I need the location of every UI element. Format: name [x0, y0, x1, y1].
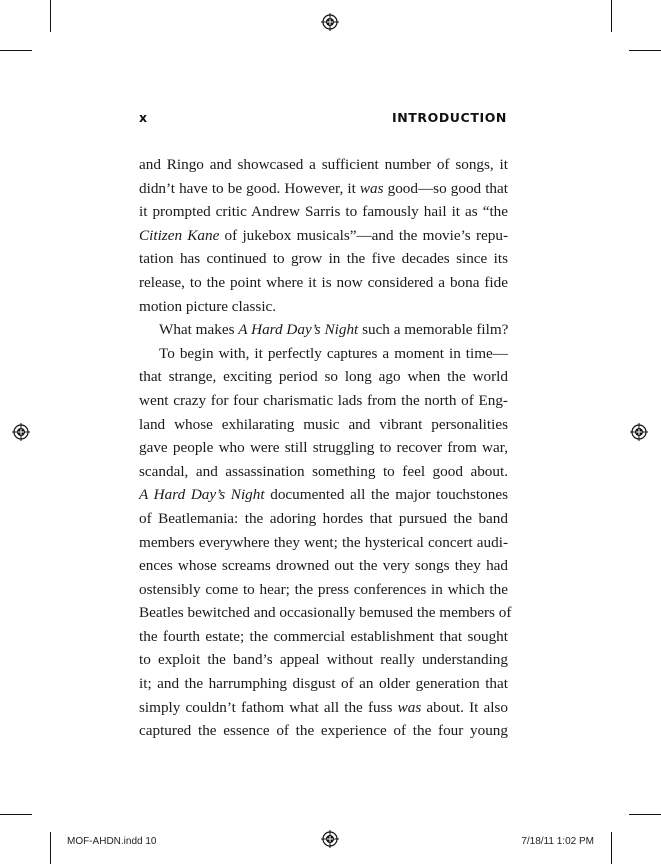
text-line: motion picture classic.	[139, 297, 277, 315]
running-header	[139, 110, 507, 126]
text-line: ostensibly come to hear; the press conferences in which the	[139, 580, 508, 598]
text-line: Citizen Kane of jukebox musicals”—and the movie’s repu-	[139, 226, 508, 244]
text-line: and Ringo and showcased a sufficient number of songs, it	[139, 156, 508, 173]
text-line: that strange, exciting period so long ago when the world	[139, 368, 508, 386]
text-line: didn’t have to be good. However, it was good—so good that	[139, 179, 508, 197]
slug-file-name: MOF-AHDN.indd 10	[67, 836, 157, 847]
crop-mark	[50, 0, 51, 32]
text-line: captured the essence of the experience of the four young	[139, 722, 508, 740]
text-line: gave people who were still struggling to recover from war,	[139, 439, 508, 457]
text-line: land whose exhilarating music and vibrant personalities	[139, 415, 508, 433]
running-title: INTRODUCTION	[391, 110, 507, 125]
text-line: it; and the harrumphing disgust of an older generation that	[139, 675, 508, 693]
text-line: to exploit the band’s appeal without really understanding	[139, 651, 508, 669]
text-line: members everywhere they went; the hysterical concert audi-	[139, 533, 508, 551]
crop-mark	[611, 832, 612, 864]
crop-mark	[629, 814, 661, 815]
registration-mark-icon	[630, 423, 648, 441]
text-line: went crazy for four charismatic lads from the north of Eng-	[139, 391, 508, 409]
text-line: release, to the point where it is now considered a bona fide	[139, 273, 508, 291]
text-line: simply couldn’t fathom what all the fuss was about. It also	[139, 698, 509, 716]
text-line: Beatles bewitched and occasionally bemused the members of	[139, 604, 512, 622]
registration-mark-icon	[321, 13, 339, 31]
crop-mark	[0, 50, 32, 51]
text-line: scandal, and assassination something to feel good about.	[139, 462, 508, 480]
body-text	[139, 153, 512, 743]
crop-mark	[611, 0, 612, 32]
registration-mark-icon	[12, 423, 30, 441]
crop-mark	[0, 814, 32, 815]
text-line: A Hard Day’s Night documented all the major touchstones	[139, 486, 508, 504]
text-line: the fourth estate; the commercial establishment that sought	[139, 627, 508, 645]
text-line: it prompted critic Andrew Sarris to famously hail it as “the	[139, 203, 508, 221]
text-line: of Beatlemania: the adoring hordes that pursued the band	[139, 509, 508, 527]
text-line: ences whose screams drowned out the very songs they had	[139, 557, 508, 575]
crop-mark	[50, 832, 51, 864]
page-number: x	[139, 110, 148, 125]
crop-mark	[629, 50, 661, 51]
slug-timestamp: 7/18/11 1:02 PM	[521, 836, 594, 847]
text-line: To begin with, it perfectly captures a moment in time—	[159, 344, 508, 362]
text-line: What makes A Hard Day’s Night such a memorable film?	[159, 321, 509, 339]
registration-mark-icon	[321, 830, 339, 848]
text-line: tation has continued to grow in the five decades since its	[139, 250, 508, 268]
